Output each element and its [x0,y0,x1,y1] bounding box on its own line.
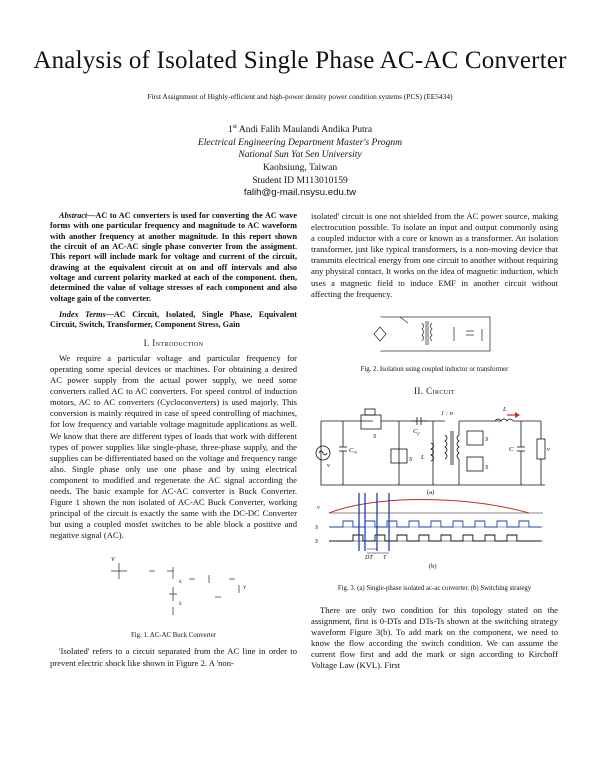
fig3b-dts-label: DT [364,554,373,561]
left-column [50,211,297,669]
fig2-switch [400,317,408,323]
fig3b-s1s3-pulses [329,521,541,527]
fig1-s2-label: S [178,602,181,608]
figure-2 [311,307,558,374]
paper-title: Analysis of Isolated Single Phase AC-AC Converter [33,47,567,74]
author-city: Kaohsiung, Taiwan [262,161,338,173]
fig3a-s1-label: S [372,432,376,440]
fig3a-cp-letter: C [412,427,417,435]
abstract [50,211,297,304]
intro-paragraph: We require a particular voltage and particular frequency for operating some special devices or machines. For obtaining a desired AC power supply from the actual power supply, we need some converters called AC to AC converters. For speed control of induction motors, AC to AC converters (Cycloconverters) is used majorly. This conversion is mainly required in case of speed controlling of machines, for low frequency and variable voltage magnitude applications as well. We know that there are different types of loads that work with different types of power supplies like single-phase, three-phase supply, and the supplies can be differentiated based on the voltage and frequency range also. Single phase only use one phase and by using electrical component to modified and regenerate the AC signal according the needs. The basic example for AC-AC converter is Buck Converter. Figure 1 shown the non isolated of AC-AC Buck Converter, working principal of the circuit is exactly the same with the DC-DC Converter but using a coupled mosfet switches to be able block a positive and negative signal (AC). [50,352,297,541]
index-terms [50,310,297,331]
figure-2-caption: Fig. 2. Isolation using coupled inductor or transformer [360,365,509,373]
email-at: @ [261,187,272,199]
fig3a-s4-switch [467,457,483,471]
fig3a-cin-sub: in [352,449,357,455]
isolated-paragraph-start: 'Isolated' refers to a circuit separated from the AC line in order to prevent electric shock like shown in Figure 2. A 'non- [50,646,297,668]
abstract-text: —AC to AC converters is used for converting the AC wave forms with one particular frequency and magnitude to AC waveform with another frequency at another magnitude. In this report shown the circuit of an AC-AC single phase converter from the assigment. This report will include mark for voltage and current of the circuit, drawing at the equivalent circuit at on and off intervals and also voltage and current polarity marked at each of the component. then, determined the value of voltage stresses of each component and also voltage gain of the converter. [50,211,297,303]
fig3b-waveforms [315,493,543,570]
paper-subtitle: First Assignment of Highly-efficient and high-power density power condition systems (PCS) (EE5434) [147,92,453,101]
fig1-vin-label: V [110,557,115,564]
fig3a-s3-switch [467,431,483,445]
author-ordinal-sup: st [232,123,237,130]
fig3a-cin-label [349,447,358,455]
figure-3-caption: Fig. 3. (a) Single-phase isolated ac-ac converter. (b) Switching strategy [337,584,532,592]
fig3a-s1-switch [361,415,381,429]
fig3a-vo-label: v [546,445,550,453]
circuit-paragraph: There are only two condition for this topology stated on the assignment, first is 0-DTs and DTs-Ts shown at the switching strategy waveform Figure 3(b). To add mark on the component, we need to know the flow according the switch condition. We can assume the current flow first and add the mark or sign according to Kirchoff Voltage Law (KVL). First [311,604,558,671]
fig3a-cin-letter: C [348,446,353,454]
section-number: II. [414,385,424,396]
fig3b-s2s4-pulses [329,535,541,541]
email-domain: g-mail.nsysu.edu.tw [271,187,357,199]
figure-1-caption: Fig. 1. AC-AC Buck Converter [131,632,216,640]
index-terms-lead: Index Terms [59,310,106,320]
author-email[interactable] [0,187,600,200]
fig3b-vin-label: v [316,504,320,511]
section-title: Circuit [426,385,455,396]
transformer-isolation-diagram [370,307,500,359]
author-ordinal: 1 [227,124,233,136]
index-terms-text: —AC Circuit, Isolated, Single Phase, Equivalent Circuit, Switch, Transformer, Component Stress, Gain [50,310,297,330]
fig3a-co-label: C [508,445,513,453]
author-department: Electrical Engineering Department Master's Prognm [197,136,403,148]
fig2-secondary-winding [430,323,432,341]
fig2-primary-winding [422,323,424,341]
fig3b-s2s4-label: S [314,538,318,545]
right-column [311,211,558,671]
fig3b-s1s3-label: S [314,524,318,531]
fig3a-primary [445,435,447,459]
fig3a-current-arrowhead [515,412,520,418]
figure-1 [50,549,297,640]
fig3a-lo-label: L [502,405,507,413]
fig1-s1-label: S [178,580,181,586]
fig3b-ts-label: T [382,554,386,561]
fig3a-sine [319,451,327,455]
author-name-line [0,121,600,137]
fig3b-sub-label: (b) [428,562,437,570]
author-block [0,121,600,200]
isolated-paragraph-continued: isolated' circuit is one not shielded from the AC power source, making electrocution possible. To isolate an input and output commonly using a coupled inductor with a core or known as a transformer. An isolation transformer, just like typical transformers, is a non-moving device that transmits electrical energy from one circuit to another without requiring any physical contact. It works on the idea of magnetic induction, which uses a magnetic field to induce EMF in another circuit without affecting the frequency. [311,211,558,299]
fig3a-vin-label: v [326,461,330,469]
ac-ac-buck-converter-diagram [89,549,259,629]
email-user: falih [243,187,262,199]
fig3a-sub-label: (a) [426,488,434,496]
fig3a-load [537,439,545,459]
abstract-lead: Abstract [59,211,88,220]
fig3a-s2-label: S [408,455,412,463]
section-number: I. [143,337,150,348]
author-student-id: Student ID M113010159 [252,174,348,186]
fig3a-s4-label: S [484,463,488,471]
fig3a-s1-gate [365,409,375,415]
section-heading-introduction [50,338,297,349]
author-name: Andi Falih Maulandi Andika Putra [238,124,373,136]
fig3a-s3-label: S [484,435,488,443]
fig3a-ratio-label: 1 : n [440,409,453,417]
fig3a-lm [431,443,434,461]
fig2-frame [380,317,490,351]
fig3a-secondary [457,435,459,459]
fig1-vo-label: V [242,586,246,592]
section-heading-circuit [311,386,558,397]
fig3a-lm-label: L [420,453,425,461]
author-university: National Sun Yat Sen University [238,149,362,161]
fig3a-cp-label [413,428,420,436]
fig3a-cp-sub: p [416,430,420,436]
section-title: Introduction [152,337,204,348]
isolated-ac-ac-converter-diagram [315,401,555,581]
figure-3 [311,401,558,593]
